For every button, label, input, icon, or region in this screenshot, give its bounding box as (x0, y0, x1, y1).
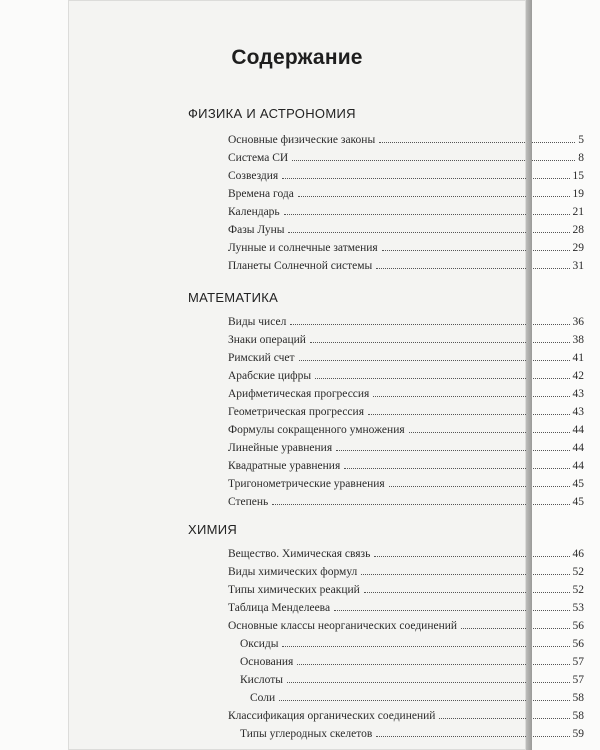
bleed-through-header (68, 0, 526, 22)
book-page (68, 0, 584, 750)
toc-entry[interactable]: Римский счет 41 (228, 352, 584, 364)
toc-entry[interactable]: Календарь 21 (228, 206, 584, 218)
toc-entry[interactable]: Времена года 19 (228, 188, 584, 200)
toc-subentry[interactable]: Кислоты 57 (240, 674, 584, 686)
section-heading-chemistry: ХИМИЯ (188, 522, 238, 537)
toc-subentry[interactable]: Соли 58 (250, 692, 584, 704)
toc-entry[interactable]: Типы химических реакций 52 (228, 584, 584, 596)
toc-entry[interactable]: Планеты Солнечной системы 31 (228, 260, 584, 272)
toc-entry[interactable]: Таблица Менделеева 53 (228, 602, 584, 614)
toc-entry[interactable]: Основные физические законы 5 (228, 134, 584, 146)
section-heading-physics: ФИЗИКА И АСТРОНОМИЯ (188, 106, 356, 121)
toc-subentry[interactable]: Типы углеродных скелетов 59 (240, 728, 584, 740)
section-heading-math: МАТЕМАТИКА (188, 290, 279, 305)
toc-entry[interactable]: Формулы сокращенного умножения 44 (228, 424, 584, 436)
toc-entry[interactable]: Степень 45 (228, 496, 584, 508)
toc-subentry[interactable]: Оксиды 56 (240, 638, 584, 650)
toc-subentry[interactable]: Основания 57 (240, 656, 584, 668)
toc-entry[interactable]: Линейные уравнения 44 (228, 442, 584, 454)
toc-entry[interactable]: Созвездия 15 (228, 170, 584, 182)
toc-entry[interactable]: Виды химических формул 52 (228, 566, 584, 578)
toc-entry[interactable]: Арифметическая прогрессия 43 (228, 388, 584, 400)
page-edge-shadow (526, 0, 532, 750)
toc-entry[interactable]: Основные классы неорганических соединений 56 (228, 620, 584, 632)
toc-entry[interactable]: Фазы Луны 28 (228, 224, 584, 236)
page-title: Содержание (231, 46, 363, 69)
toc-entry[interactable]: Виды чисел 36 (228, 316, 584, 328)
toc-entry[interactable]: Тригонометрические уравнения 45 (228, 478, 584, 490)
toc-entry[interactable]: Классификация органических соединений 58 (228, 710, 584, 722)
toc-entry[interactable]: Квадратные уравнения 44 (228, 460, 584, 472)
toc-entry[interactable]: Знаки операций 38 (228, 334, 584, 346)
toc-entry[interactable]: Лунные и солнечные затмения 29 (228, 242, 584, 254)
toc-entry[interactable]: Арабские цифры 42 (228, 370, 584, 382)
toc-entry[interactable]: Вещество. Химическая связь 46 (228, 548, 584, 560)
toc-entry[interactable]: Геометрическая прогрессия 43 (228, 406, 584, 418)
toc-entry[interactable]: Система СИ 8 (228, 152, 584, 164)
